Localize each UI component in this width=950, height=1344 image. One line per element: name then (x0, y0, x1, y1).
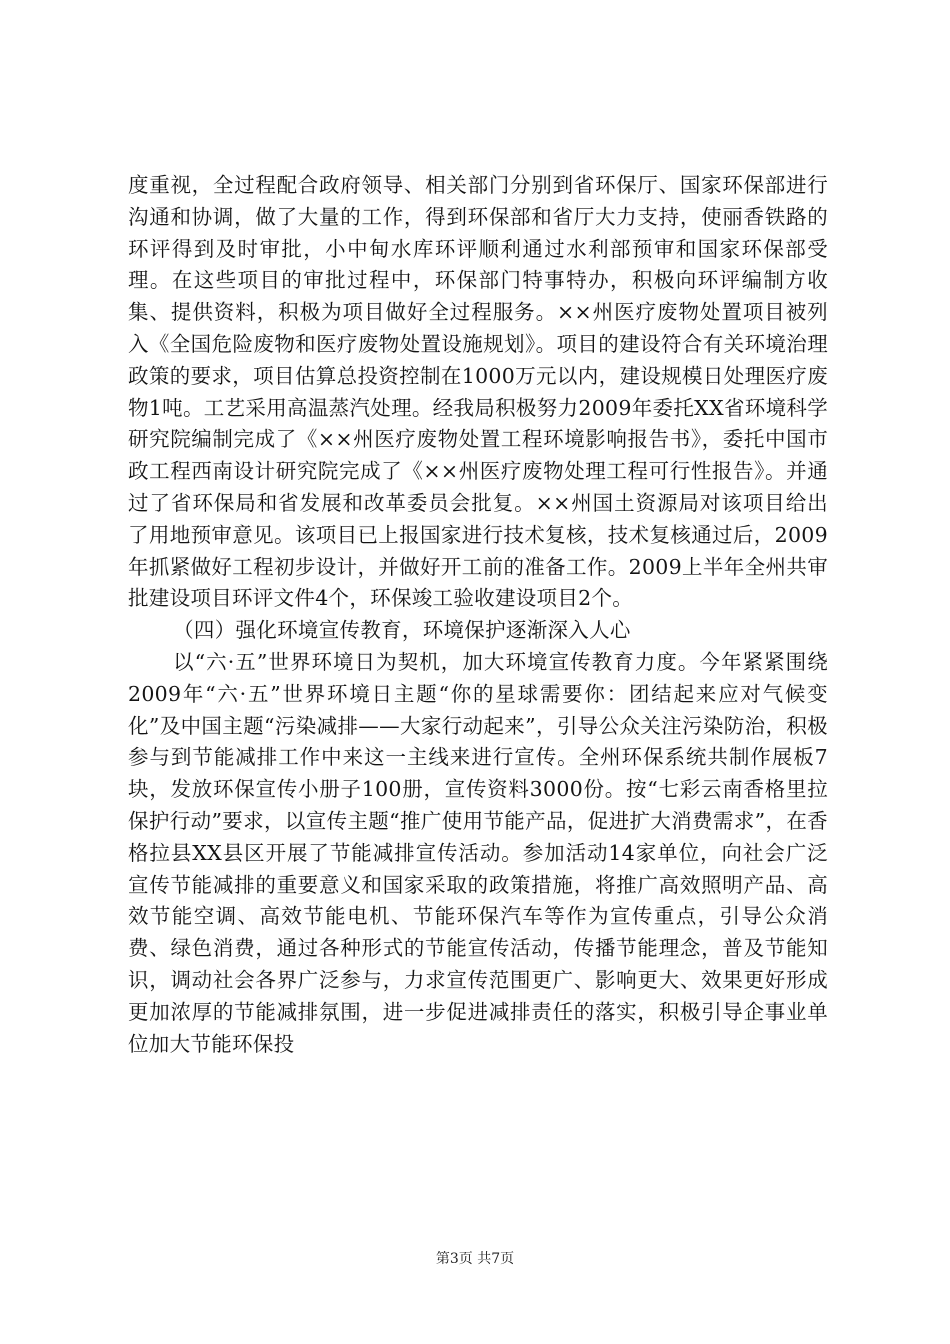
document-body (128, 170, 828, 1060)
paragraph-continuation: 度重视，全过程配合政府领导、相关部门分别到省环保厅、国家环保部进行沟通和协调，做了大量的工作，得到环保部和省厅大力支持，使丽香铁路的环评得到及时审批，小中甸水库环评顺利通过水利部预审和国家环保部受理。在这些项目的审批过程中，环保部门特事特办，积极向环评编制方收集、提供资料，积极为项目做好全过程服务。××州医疗废物处置项目被列入《全国危险废物和医疗废物处置设施规划》。项目的建设符合有关环境治理政策的要求，项目估算总投资控制在1000万元以内，建设规模日处理医疗废物1吨。工艺采用高温蒸汽处理。经我局积极努力2009年委托XX省环境科学研究院编制完成了《××州医疗废物处置工程环境影响报告书》，委托中国市政工程西南设计研究院完成了《××州医疗废物处理工程可行性报告》。并通过了省环保局和省发展和改革委员会批复。××州国土资源局对该项目给出了用地预审意见。该项目已上报国家进行技术复核，技术复核通过后，2009年抓紧做好工程初步设计，并做好开工前的准备工作。2009上半年全州共审批建设项目环评文件4个，环保竣工验收建设项目2个。 (128, 173, 828, 611)
paragraph-publicity: 以“六·五”世界环境日为契机，加大环境宣传教育力度。今年紧紧围绕2009年“六·五”世界环境日主题“你的星球需要你：团结起来应对气候变化”及中国主题“污染减排——大家行动起来”，引导公众关注污染防治，积极参与到节能减排工作中来这一主线来进行宣传。全州环保系统共制作展板7块，发放环保宣传小册子100册，宣传资料3000份。按“七彩云南香格里拉保护行动”要求，以宣传主题“推广使用节能产品，促进扩大消费需求”，在香格拉县XX县区开展了节能减排宣传活动。参加活动14家单位，向社会广泛宣传节能减排的重要意义和国家采取的政策措施，将推广高效照明产品、高效节能空调、高效节能电机、节能环保汽车等作为宣传重点，引导公众消费、绿色消费，通过各种形式的节能宣传活动，传播节能理念，普及节能知识，调动社会各界广泛参与，力求宣传范围更广、影响更大、效果更好形成更加浓厚的节能减排氛围，进一步促进减排责任的落实，积极引导企事业单位加大节能环保投 (128, 649, 828, 1056)
section-heading-four: （四）强化环境宣传教育，环境保护逐渐深入人心 (173, 618, 631, 643)
page-number-footer: 第3页 共7页 (435, 1251, 515, 1267)
